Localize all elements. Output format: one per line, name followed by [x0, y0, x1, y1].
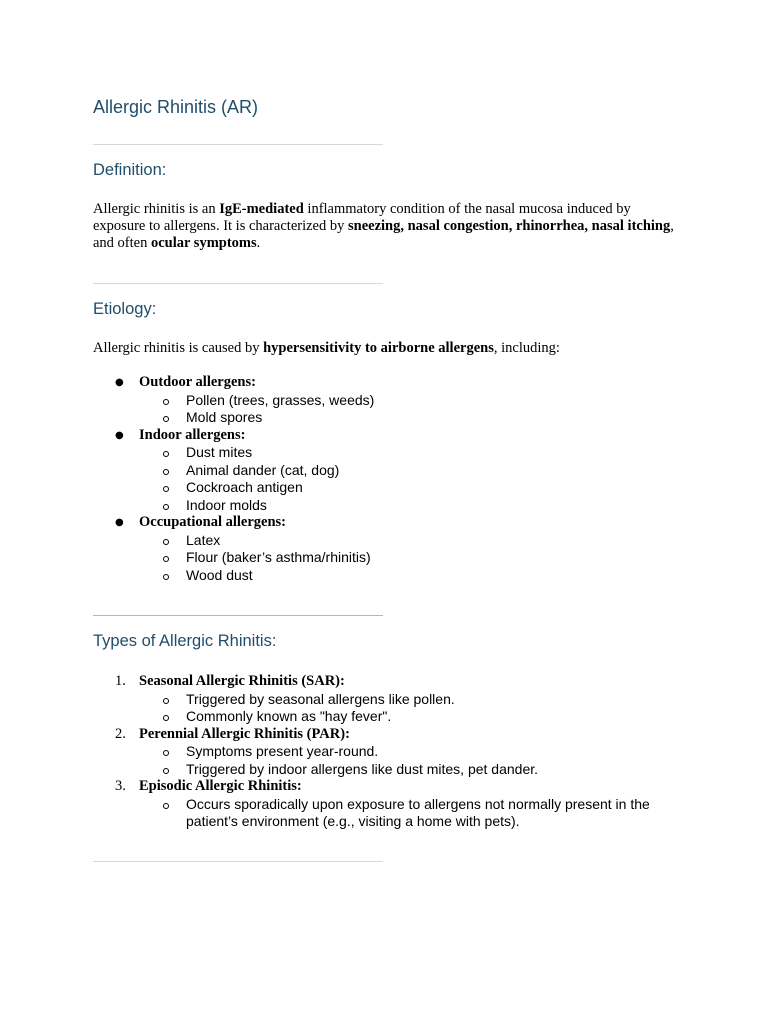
definition-text: , and often	[93, 218, 674, 251]
subitem-text: Indoor molds	[186, 496, 267, 513]
subitem-text: Latex	[186, 531, 221, 548]
definition-text: Allergic rhinitis is an	[93, 201, 220, 217]
type-label: Perennial Allergic Rhinitis (PAR):	[139, 725, 350, 742]
list-item	[93, 726, 683, 744]
subitem-text: Triggered by seasonal allergens like pollen.	[186, 690, 455, 707]
etiology-bold-term: hypersensitivity to airborne allergens	[263, 340, 494, 356]
circle-bullet-icon	[163, 451, 169, 457]
list-subitem	[93, 691, 683, 709]
list-subitem	[93, 392, 683, 410]
circle-bullet-icon	[163, 539, 169, 545]
etiology-text: Allergic rhinitis is caused by	[93, 340, 264, 356]
list-subitem	[93, 409, 683, 427]
circle-bullet-icon	[163, 715, 169, 721]
definition-bold-term: sneezing, nasal congestion, rhinorrhea, nasal itching	[348, 218, 671, 234]
definition-text: .	[256, 235, 261, 251]
circle-bullet-icon	[163, 556, 169, 562]
circle-bullet-icon	[163, 750, 169, 756]
subitem-text: Flour (baker’s asthma/rhinitis)	[186, 549, 371, 565]
subitem-text: Animal dander (cat, dog)	[186, 461, 340, 478]
list-number: 2.	[115, 725, 126, 742]
type-label: Seasonal Allergic Rhinitis (SAR):	[139, 673, 345, 689]
subitem-text: Cockroach antigen	[186, 479, 303, 495]
list-item	[93, 673, 683, 691]
list-subitem	[93, 444, 683, 462]
etiology-text: , including:	[493, 340, 560, 356]
circle-bullet-icon	[163, 698, 169, 704]
list-item	[93, 374, 683, 392]
subitem-text: Occurs sporadically upon exposure to allergens not normally present in the patient’s environment (e.g., visiting a home with pets).	[186, 795, 650, 829]
group-label: Outdoor allergens:	[139, 374, 256, 390]
definition-bold-term: IgE-mediated	[219, 201, 304, 217]
type-label: Episodic Allergic Rhinitis:	[139, 778, 302, 794]
list-subitem	[93, 479, 683, 497]
types-heading: Types of Allergic Rhinitis:	[93, 632, 277, 650]
list-item	[93, 514, 683, 532]
definition-bold-term: ocular symptoms	[150, 235, 257, 251]
list-subitem	[93, 532, 683, 550]
circle-bullet-icon	[163, 803, 169, 809]
definition-paragraph	[93, 201, 678, 252]
types-list	[93, 673, 683, 831]
subitem-text: Wood dust	[186, 566, 253, 583]
list-subitem	[93, 761, 683, 779]
etiology-paragraph	[93, 340, 678, 357]
list-subitem	[93, 796, 666, 831]
divider	[93, 283, 383, 284]
subitem-text: Pollen (trees, grasses, weeds)	[186, 391, 375, 408]
list-subitem	[93, 549, 683, 567]
divider	[93, 144, 383, 145]
list-number: 3.	[115, 778, 126, 794]
list-number: 1.	[115, 673, 126, 689]
etiology-list	[93, 374, 683, 584]
etiology-heading: Etiology:	[93, 300, 157, 318]
circle-bullet-icon	[163, 504, 169, 510]
list-subitem	[93, 743, 683, 761]
circle-bullet-icon	[163, 469, 169, 475]
circle-bullet-icon	[163, 486, 169, 492]
subitem-text: Commonly known as "hay fever".	[186, 708, 392, 724]
subitem-text: Mold spores	[186, 409, 263, 425]
list-subitem	[93, 708, 683, 726]
bullet-icon: ●	[115, 429, 124, 441]
definition-heading: Definition:	[93, 161, 167, 179]
circle-bullet-icon	[163, 768, 169, 774]
group-label: Indoor allergens:	[139, 426, 246, 443]
divider	[93, 615, 383, 616]
list-item	[93, 778, 683, 796]
list-subitem	[93, 462, 683, 480]
bullet-icon: ●	[115, 517, 124, 528]
circle-bullet-icon	[163, 416, 169, 422]
subitem-text: Triggered by indoor allergens like dust mites, pet dander.	[186, 760, 539, 777]
circle-bullet-icon	[163, 399, 169, 405]
circle-bullet-icon	[163, 574, 169, 580]
subitem-text: Symptoms present year-round.	[186, 743, 379, 759]
subitem-text: Dust mites	[186, 444, 253, 460]
group-label: Occupational allergens:	[139, 514, 287, 530]
list-item	[93, 427, 683, 445]
divider	[93, 861, 383, 862]
list-subitem	[93, 497, 683, 515]
definition-text: inflammatory condition of the nasal mucosa induced by exposure to allergens. It is characterized by	[93, 201, 631, 234]
document-title: Allergic Rhinitis (AR)	[93, 97, 259, 117]
bullet-icon: ●	[115, 377, 124, 388]
list-subitem	[93, 567, 683, 585]
